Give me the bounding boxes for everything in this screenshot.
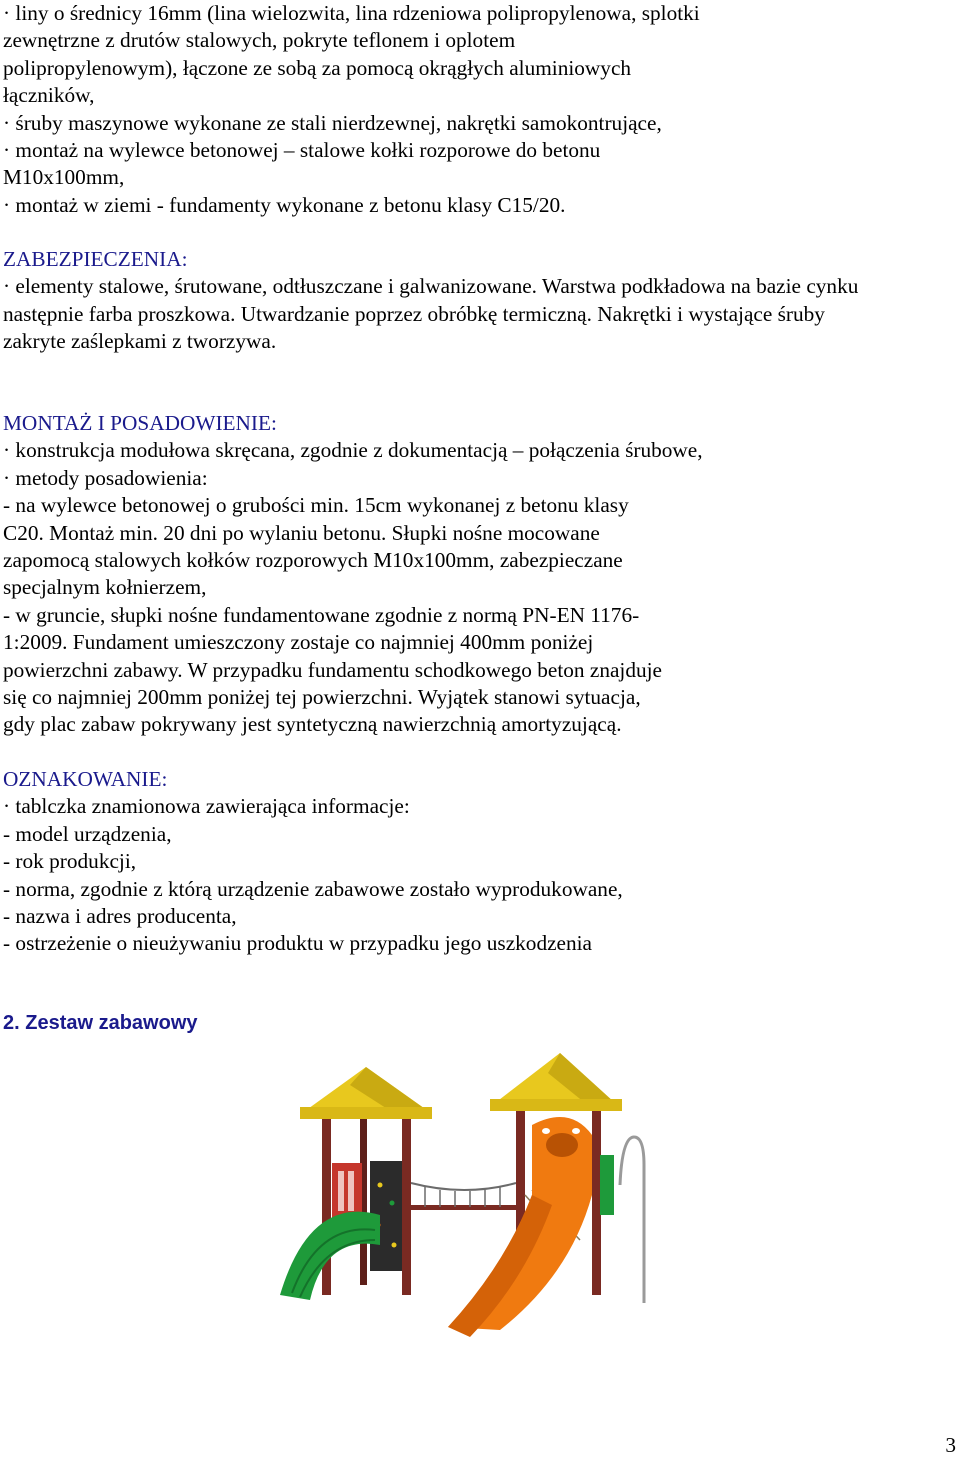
text-line: następnie farba proszkowa. Utwardzanie poprzez obróbkę termiczną. Nakrętki i wystające śruby: [3, 301, 825, 326]
text-line: powierzchni zabawy. W przypadku fundamentu schodkowego beton znajduje: [3, 657, 663, 682]
text-line: - norma, zgodnie z którą urządzenie zabawowe zostało wyprodukowane,: [3, 876, 623, 901]
text-line: - model urządzenia,: [3, 821, 172, 846]
text-line: - w gruncie, słupki nośne fundamentowane zgodnie z normą PN-EN 1176-: [3, 602, 640, 627]
text-line: M10x100mm,: [3, 165, 125, 190]
text-line: · montaż w ziemi - fundamenty wykonane z betonu klasy C15/20.: [3, 192, 566, 217]
text-line: - na wylewce betonowej o grubości min. 15cm wykonanej z betonu klasy: [3, 493, 629, 518]
left-tower: [280, 1067, 432, 1300]
section-heading-montaz: MONTAŻ I POSADOWIENIE:: [3, 411, 277, 435]
text-line: się co najmniej 200mm poniżej tej powierzchni. Wyjątek stanowi sytuacja,: [3, 685, 641, 709]
text-line: · metody posadowienia:: [3, 465, 208, 490]
page-number: 3: [945, 1433, 956, 1457]
text-line: zapomocą stalowych kołków rozporowych M10x100mm, zabezpieczane: [3, 548, 623, 572]
text-line: · tablczka znamionowa zawierająca informacje:: [3, 794, 410, 819]
rope-bridge: [411, 1183, 516, 1210]
text-line: 1:2009. Fundament umieszczony zostaje co najmniej 400mm poniżej: [3, 630, 594, 655]
text-line: - rok produkcji,: [3, 849, 137, 874]
text-line: · elementy stalowe, śrutowane, odtłuszczane i galwanizowane. Warstwa podkładowa na bazie cynku: [3, 274, 859, 299]
text-line: · montaż na wylewce betonowej – stalowe kołki rozporowe do betonu: [3, 138, 601, 162]
text-line: polipropylenowym), łączone ze sobą za pomocą okrągłych aluminiowych: [3, 55, 632, 80]
text-line: zakryte zaślepkami z tworzywa.: [3, 329, 277, 354]
text-line: · liny o średnicy 16mm (lina wielozwita, lina rdzeniowa polipropylenowa, splotki: [3, 1, 700, 25]
text-line: łączników,: [3, 83, 95, 108]
text-line: C20. Montaż min. 20 dni po wylaniu betonu. Słupki nośne mocowane: [3, 520, 600, 545]
text-line: - nazwa i adres producenta,: [3, 904, 237, 928]
text-line: · konstrukcja modułowa skręcana, zgodnie z dokumentacją – połączenia śrubowe,: [3, 438, 703, 463]
text-line: zewnętrzne z drutów stalowych, pokryte teflonem i oplotem: [3, 28, 516, 53]
text-line: specjalnym kołnierzem,: [3, 575, 207, 600]
section-title: 2. Zestaw zabawowy: [3, 1012, 198, 1034]
section-heading-oznakowanie: OZNAKOWANIE:: [3, 767, 168, 791]
playground-illustration: [270, 1045, 690, 1345]
text-line: · śruby maszynowe wykonane ze stali nierdzewnej, nakrętki samokontrujące,: [3, 110, 662, 135]
section-heading-zabezpieczenia: ZABEZPIECZENIA:: [3, 247, 188, 271]
text-line: - ostrzeżenie o nieużywaniu produktu w przypadku jego uszkodzenia: [3, 931, 593, 956]
text-line: gdy plac zabaw pokrywany jest syntetyczną nawierzchnią amortyzującą.: [3, 712, 622, 737]
